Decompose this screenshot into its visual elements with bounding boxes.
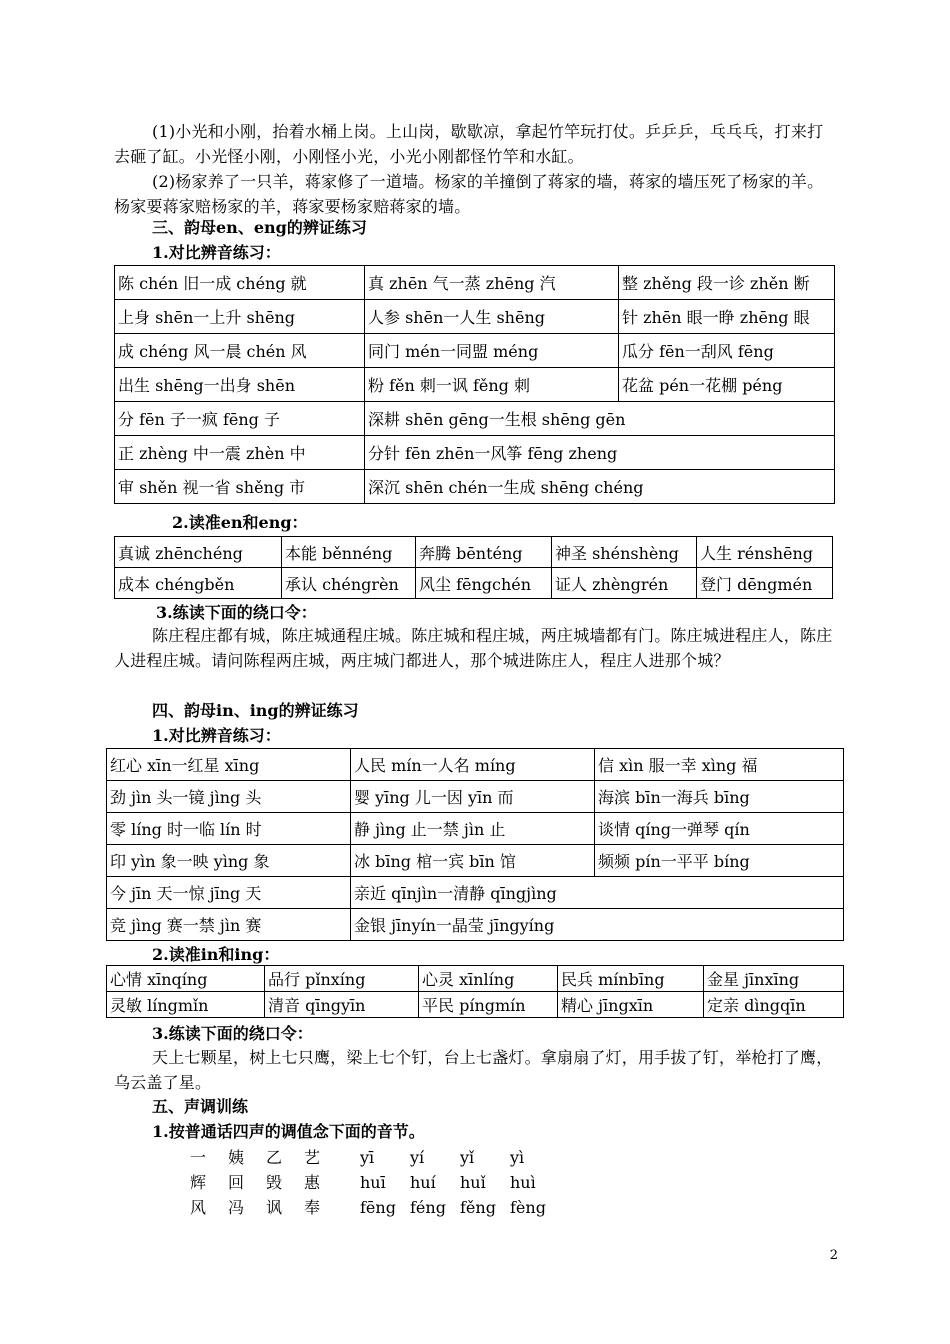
tone-character: 姨 — [228, 1148, 245, 1167]
en-eng-contrast-row — [115, 300, 835, 334]
en-eng-reading-table — [114, 536, 833, 599]
en-eng-contrast-cell: 审 shěn 视一省 shěng 市 — [115, 470, 365, 504]
in-ing-contrast-row — [107, 845, 844, 877]
tone-pinyin: fēng — [360, 1198, 396, 1217]
en-eng-reading-row — [115, 568, 833, 599]
en-eng-contrast-cell: 深沉 shēn chén一生成 shēng chéng — [365, 470, 835, 504]
tone-character: 辉 — [190, 1173, 207, 1192]
en-eng-contrast-cell: 分 fēn 子一疯 fēng 子 — [115, 402, 365, 436]
section-4-title: 四、韵母in、ing的辨证练习 — [152, 701, 359, 720]
in-ing-contrast-cell: 海滨 bīn一海兵 bīng — [595, 781, 844, 813]
in-ing-contrast-cell: 婴 yīng 儿一因 yīn 而 — [351, 781, 595, 813]
en-eng-contrast-row — [115, 436, 835, 470]
tone-character: 艺 — [304, 1148, 321, 1167]
tongue-twister-en-eng: 陈庄程庄都有城，陈庄城通程庄城。陈庄城和程庄城，两庄城墙都有门。陈庄城进程庄人，陈庄人进程庄城。请问陈程两庄城，两庄城门都进人，那个城进陈庄人，程庄人进那个城？ — [114, 626, 833, 670]
en-eng-contrast-cell: 真 zhēn 气一蒸 zhēng 汽 — [365, 266, 619, 300]
tone-character: 风 — [190, 1198, 207, 1217]
en-eng-reading-cell: 证人 zhèngrén — [552, 568, 697, 599]
in-ing-reading-row — [107, 992, 844, 1018]
en-eng-contrast-cell: 同门 mén一同盟 méng — [365, 334, 619, 368]
en-eng-reading-cell: 风尘 fēngchén — [416, 568, 552, 599]
in-ing-contrast-cell: 劲 jìn 头一镜 jìng 头 — [107, 781, 351, 813]
in-ing-reading-cell: 心灵 xīnlíng — [419, 966, 558, 992]
tone-character: 冯 — [228, 1198, 245, 1217]
tone-pinyin: féng — [410, 1198, 446, 1217]
in-ing-reading-cell: 品行 pǐnxíng — [265, 966, 419, 992]
in-ing-reading-cell: 心情 xīnqíng — [107, 966, 265, 992]
en-eng-contrast-row — [115, 368, 835, 402]
in-ing-contrast-table — [106, 748, 844, 941]
in-ing-contrast-cell: 红心 xīn一红星 xīng — [107, 749, 351, 781]
in-ing-reading-table — [106, 965, 844, 1018]
en-eng-reading-cell: 人生 rénshēng — [697, 537, 833, 568]
en-eng-reading-cell: 登门 dēngmén — [697, 568, 833, 599]
page-number: 2 — [829, 1248, 838, 1263]
in-ing-reading-cell: 金星 jīnxīng — [704, 966, 844, 992]
en-eng-reading-cell: 成本 chéngběn — [115, 568, 282, 599]
section-4-sub1: 1.对比辨音练习： — [152, 726, 281, 745]
en-eng-contrast-row — [115, 470, 835, 504]
tone-character: 回 — [228, 1173, 245, 1192]
section-4-sub2: 2.读准in和ing： — [152, 945, 280, 964]
in-ing-contrast-row — [107, 909, 844, 941]
story-paragraph-1: (1)小光和小刚，抬着水桶上岗。上山岗，歇歇凉，拿起竹竿玩打仗。乒乒乒，乓乓乓，打来打去砸了缸。小光怪小刚，小刚怪小光，小光小刚都怪竹竿和水缸。 — [114, 122, 824, 166]
en-eng-reading-cell: 真诚 zhēnchéng — [115, 537, 282, 568]
in-ing-contrast-cell: 零 líng 时一临 lín 时 — [107, 813, 351, 845]
en-eng-contrast-cell: 出生 shēng一出身 shēn — [115, 368, 365, 402]
tone-character: 一 — [190, 1148, 207, 1167]
tone-character: 惠 — [304, 1173, 321, 1192]
en-eng-contrast-cell: 整 zhěng 段一诊 zhěn 断 — [619, 266, 835, 300]
in-ing-reading-cell: 平民 píngmín — [419, 992, 558, 1018]
tone-row — [190, 1173, 560, 1193]
in-ing-reading-cell: 精心 jīngxīn — [558, 992, 704, 1018]
en-eng-contrast-row — [115, 334, 835, 368]
in-ing-contrast-cell: 冰 bīng 棺一宾 bīn 馆 — [351, 845, 595, 877]
in-ing-contrast-cell: 竞 jìng 赛一禁 jìn 赛 — [107, 909, 351, 941]
tone-character: 奉 — [304, 1198, 321, 1217]
tone-row — [190, 1148, 560, 1168]
tone-pinyin: huǐ — [460, 1173, 486, 1192]
tone-pinyin: fèng — [510, 1198, 546, 1217]
en-eng-contrast-cell: 针 zhēn 眼一睁 zhēng 眼 — [619, 300, 835, 334]
in-ing-reading-cell: 灵敏 língmǐn — [107, 992, 265, 1018]
en-eng-contrast-cell: 人参 shēn一人生 shēng — [365, 300, 619, 334]
tone-pinyin: fěng — [460, 1198, 496, 1217]
in-ing-contrast-cell: 人民 mín一人名 míng — [351, 749, 595, 781]
tone-character: 乙 — [266, 1148, 283, 1167]
tone-character: 毁 — [266, 1173, 283, 1192]
tone-pinyin: yí — [410, 1148, 425, 1167]
en-eng-contrast-row — [115, 402, 835, 436]
en-eng-contrast-cell: 瓜分 fēn一刮风 fēng — [619, 334, 835, 368]
tone-pinyin: huī — [360, 1173, 386, 1192]
en-eng-reading-cell: 承认 chéngrèn — [282, 568, 416, 599]
tone-pinyin: yī — [360, 1148, 375, 1167]
section-3-title: 三、韵母en、eng的辨证练习 — [152, 218, 367, 237]
in-ing-contrast-row — [107, 877, 844, 909]
section-4-sub3: 3.练读下面的绕口令： — [152, 1024, 313, 1043]
in-ing-reading-row — [107, 966, 844, 992]
tone-pinyin: yì — [510, 1148, 525, 1167]
section-3-sub2: 2.读准en和eng： — [172, 513, 308, 532]
section-5-sub1: 1.按普通话四声的调值念下面的音节。 — [152, 1122, 425, 1141]
tone-pinyin: huì — [510, 1173, 536, 1192]
in-ing-reading-cell: 清音 qīngyīn — [265, 992, 419, 1018]
section-5-title: 五、声调训练 — [152, 1097, 249, 1116]
en-eng-contrast-cell: 花盆 pén一花棚 péng — [619, 368, 835, 402]
tone-character: 讽 — [266, 1198, 283, 1217]
in-ing-contrast-cell: 频频 pín一平平 bíng — [595, 845, 844, 877]
in-ing-reading-cell: 定亲 dìngqīn — [704, 992, 844, 1018]
tongue-twister-in-ing: 天上七颗星，树上七只鹰，梁上七个钉，台上七盏灯。拿扇扇了灯，用手拔了钉，举枪打了鹰，乌云盖了星。 — [114, 1048, 833, 1092]
in-ing-contrast-row — [107, 749, 844, 781]
story-paragraph-2: (2)杨家养了一只羊，蒋家修了一道墙。杨家的羊撞倒了蒋家的墙，蒋家的墙压死了杨家的羊。杨家要蒋家赔杨家的羊，蒋家要杨家赔蒋家的墙。 — [114, 172, 824, 216]
in-ing-contrast-cell: 印 yìn 象一映 yìng 象 — [107, 845, 351, 877]
en-eng-contrast-cell: 粉 fěn 刺一讽 fěng 刺 — [365, 368, 619, 402]
tone-pinyin: yǐ — [460, 1148, 475, 1167]
en-eng-contrast-row — [115, 266, 835, 300]
in-ing-contrast-cell: 金银 jīnyín一晶莹 jīngyíng — [351, 909, 844, 941]
en-eng-reading-cell: 本能 běnnéng — [282, 537, 416, 568]
en-eng-contrast-cell: 上身 shēn一上升 shēng — [115, 300, 365, 334]
en-eng-contrast-cell: 成 chéng 风一晨 chén 风 — [115, 334, 365, 368]
in-ing-contrast-cell: 静 jìng 止一禁 jìn 止 — [351, 813, 595, 845]
in-ing-contrast-row — [107, 813, 844, 845]
in-ing-contrast-row — [107, 781, 844, 813]
en-eng-contrast-cell: 陈 chén 旧一成 chéng 就 — [115, 266, 365, 300]
in-ing-contrast-cell: 谈情 qíng一弹琴 qín — [595, 813, 844, 845]
en-eng-contrast-cell: 分针 fēn zhēn一风筝 fēng zheng — [365, 436, 835, 470]
en-eng-reading-cell: 奔腾 bēnténg — [416, 537, 552, 568]
section-3-sub3: 3.练读下面的绕口令： — [156, 603, 317, 622]
in-ing-contrast-cell: 今 jīn 天一惊 jīng 天 — [107, 877, 351, 909]
in-ing-reading-cell: 民兵 mínbīng — [558, 966, 704, 992]
tone-row — [190, 1198, 560, 1218]
in-ing-contrast-cell: 信 xìn 服一幸 xìng 福 — [595, 749, 844, 781]
en-eng-reading-row — [115, 537, 833, 568]
en-eng-contrast-cell: 正 zhèng 中一震 zhèn 中 — [115, 436, 365, 470]
section-3-sub1: 1.对比辨音练习： — [152, 243, 281, 262]
en-eng-contrast-cell: 深耕 shēn gēng一生根 shēng gēn — [365, 402, 835, 436]
tone-pinyin: huí — [410, 1173, 436, 1192]
en-eng-reading-cell: 神圣 shénshèng — [552, 537, 697, 568]
in-ing-contrast-cell: 亲近 qīnjìn一清静 qīngjìng — [351, 877, 844, 909]
en-eng-contrast-table — [114, 265, 835, 504]
